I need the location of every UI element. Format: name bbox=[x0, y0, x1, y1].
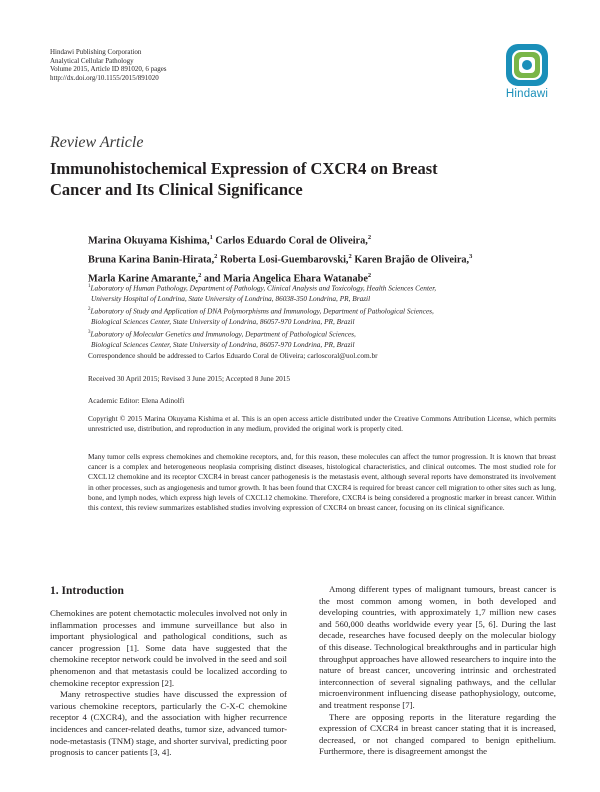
left-column bbox=[50, 584, 287, 759]
author-name: Bruna Karina Banin-Hirata, bbox=[88, 254, 215, 266]
publisher-name: Hindawi Publishing Corporation bbox=[50, 48, 142, 56]
author-name: Carlos Eduardo Coral de Oliveira, bbox=[212, 235, 368, 247]
article-title bbox=[50, 158, 530, 200]
author-affiliation-mark: 2 bbox=[198, 271, 202, 279]
right-column bbox=[319, 584, 556, 758]
paragraph: Many retrospective studies have discussed the expression of various chemokine receptors, particularly the C-X-C chemokine receptor 4 (CXCR4), and the association with higher recurrence incidences and cancer-related deaths, tumor size, advanced tumor-node-metastasis (TNM) stage, and shorter survival, predicting poor prognosis to cancer patients [3, 4]. bbox=[50, 689, 287, 758]
affiliation-2 bbox=[88, 305, 568, 328]
affiliation-list bbox=[88, 282, 568, 351]
paragraph: There are opposing reports in the literature regarding the expression of CXCR4 in breast cancer stating that it is increased, decreased, or not changed compared to benign epithelium. Furthermore, there is disagreement amongst the bbox=[319, 711, 556, 757]
academic-editor: Academic Editor: Elena Adinolfi bbox=[88, 396, 185, 405]
abstract-text: Many tumor cells express chemokines and chemokine receptors, and, for this reason, these molecules can affect the tumor progression. It is known that breast cancer is a complex and heterogeneous neoplasia comprising distinct diseases, histological characteristics, and clinical outcomes. The most studied role for CXCL12 chemokine and its receptor CXCR4 in breast cancer pathogenesis is the metastasis event, although several reports have demonstrated its involvement in other processes, such as angiogenesis and tumor growth. It has been found that CXCR4 is required for breast cancer cell migration to other sites such as lung, bone, and lymph nodes, which express high levels of CXCL12 chemokine. Therefore, CXCR4 is being considered a prognostic marker in breast cancer. Within this context, this review summarizes established studies involving expression of CXCR4 on breast cancer, focusing on its clinical significance. bbox=[88, 452, 556, 513]
affiliation-text: Laboratory of Human Pathology, Department of Pathology, Clinical Analysis and Toxicology, Health Sciences Center, bbox=[90, 283, 437, 293]
affiliation-text: University Hospital of Londrina, State University of Londrina, 86038-350 Londrina, PR, Brazil bbox=[91, 294, 371, 304]
author-name: Roberta Losi-Guembarovski, bbox=[217, 254, 349, 266]
author-affiliation-mark: 2 bbox=[348, 252, 352, 260]
author-affiliation-mark: 2 bbox=[214, 252, 218, 260]
affiliation-number: 1 bbox=[88, 284, 91, 289]
author-name: Marla Karine Amarante, bbox=[88, 273, 199, 285]
author-affiliation-mark: 1 bbox=[209, 234, 213, 241]
hindawi-logo-text: Hindawi bbox=[505, 88, 549, 100]
article-type: Review Article bbox=[50, 134, 144, 151]
affiliation-text: Laboratory of Molecular Genetics and Immunology, Department of Pathological Sciences, bbox=[90, 329, 356, 339]
journal-info bbox=[50, 48, 167, 82]
affiliation-text: Biological Sciences Center, State University of Londrina, 86057-970 Londrina, PR, Brazil bbox=[91, 317, 355, 327]
affiliation-number: 2 bbox=[88, 307, 91, 313]
journal-name: Analytical Cellular Pathology bbox=[50, 56, 134, 65]
paragraph: Among different types of malignant tumours, breast cancer is the most common among women, in both developed and developing countries, with approximately 1,7 million new cases and 560,000 deaths worldwide every year [5, 6]. During the last decade, researches have focused deeply on the molecular biology of this disease. Technological breakthroughs and in particular high throughput approaches have allowed researchers to inquire into the nature of breast cancer, uncovering intrinsic and orchestrated interconnection of several signaling pathways, and the cellular microenvironment influencing disease pathophysiology, outcome, and treatment response [7]. bbox=[319, 584, 556, 710]
author-name: Karen Brajão de Oliveira, bbox=[351, 254, 470, 266]
author-line-1 bbox=[88, 230, 568, 249]
hindawi-logo-icon bbox=[498, 40, 556, 90]
affiliation-text: Biological Sciences Center, State University of Londrina, 86057-970 Londrina, PR, Brazil bbox=[91, 340, 355, 350]
author-list bbox=[88, 230, 568, 287]
doi-link[interactable]: http://dx.doi.org/10.1155/2015/891020 bbox=[50, 73, 159, 82]
paragraph: Chemokines are potent chemotactic molecules involved not only in inflammation processes and immune surveillance but also in important physiological and pathological conditions, such as cancer progression [1]. Some data have suggested that the chemokine receptor network could be involved in the seed and soil phenomenon and that metastasis could be localized according to chemokine receptor expression [2]. bbox=[50, 608, 287, 688]
title-line-1: Immunohistochemical Expression of CXCR4 on Breast bbox=[50, 159, 438, 178]
author-name: and Maria Angelica Ehara Watanabe bbox=[201, 273, 368, 285]
author-line-2 bbox=[88, 249, 568, 268]
copyright-notice: Copyright © 2015 Marina Okuyama Kishima et al. This is an open access article distributed under the Creative Commons Attribution License, which permits unrestricted use, distribution, and reproduction in any medium, provided the original work is properly cited. bbox=[88, 414, 556, 434]
correspondence-note: Correspondence should be addressed to Carlos Eduardo Coral de Oliveira; carloscoral@uol.com.br bbox=[88, 351, 378, 360]
received-dates: Received 30 April 2015; Revised 3 June 2015; Accepted 8 June 2015 bbox=[88, 374, 291, 383]
author-name: Marina Okuyama Kishima, bbox=[88, 235, 210, 247]
author-affiliation-mark: 2 bbox=[367, 271, 372, 279]
author-affiliation-mark: 3 bbox=[469, 252, 473, 260]
title-line-2: Cancer and Its Clinical Significance bbox=[50, 180, 303, 199]
author-affiliation-mark: 2 bbox=[367, 234, 372, 241]
volume-info: Volume 2015, Article ID 891020, 6 pages bbox=[50, 65, 167, 74]
affiliation-number: 3 bbox=[88, 330, 91, 336]
section-heading: 1. Introduction bbox=[50, 585, 124, 597]
hindawi-logo bbox=[498, 40, 556, 106]
affiliation-3 bbox=[88, 328, 568, 351]
affiliation-text: Laboratory of Study and Application of DNA Polymorphisms and Immunology, Department of Pathological Sciences, bbox=[90, 306, 434, 316]
affiliation-1 bbox=[88, 282, 568, 305]
